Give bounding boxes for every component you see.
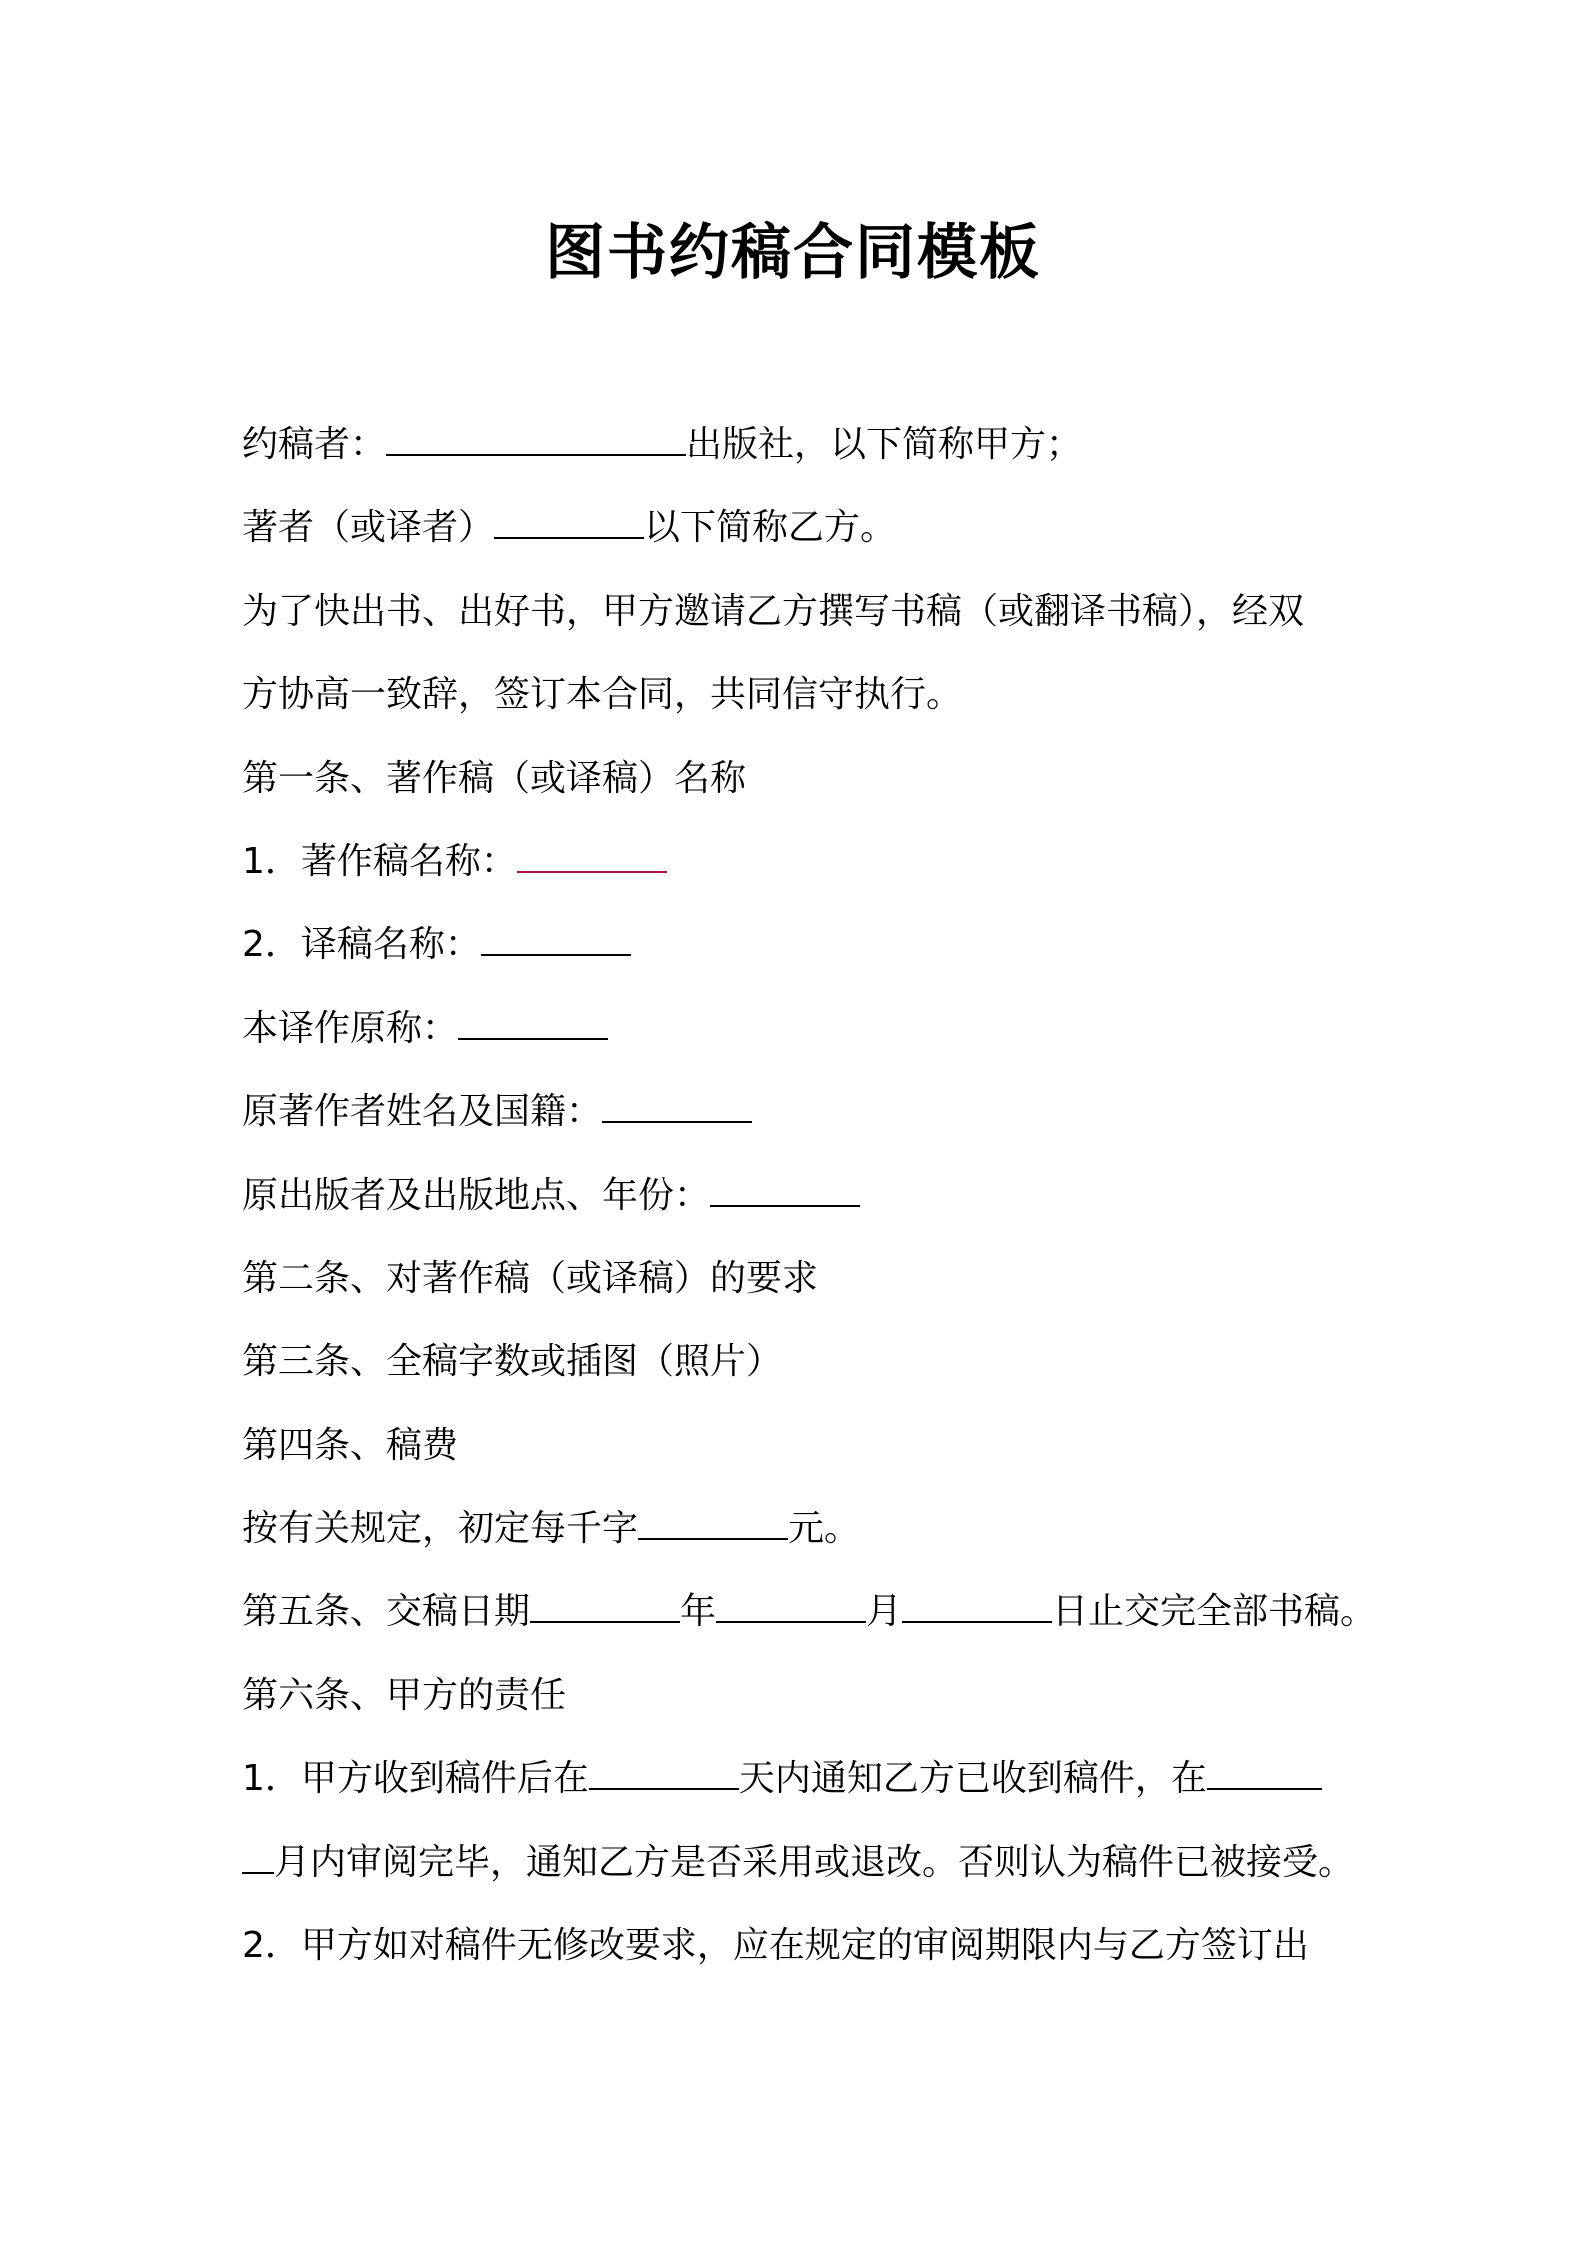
text-segment: 天内通知乙方已收到稿件，在 [738, 1758, 1207, 1800]
fill-in-blank[interactable] [902, 1593, 1052, 1623]
text-segment: 第五条、交稿日期 [242, 1591, 531, 1633]
document-body [242, 403, 1377, 1987]
fill-in-blank[interactable] [494, 509, 644, 539]
fill-in-blank[interactable] [458, 1010, 608, 1040]
fill-in-blank[interactable] [242, 1844, 274, 1874]
paragraph-line [242, 1154, 1372, 1237]
text-segment: 日止交完全部书稿。 [1052, 1591, 1377, 1633]
article-heading: 第一条、著作稿（或译稿）名称 [242, 757, 747, 799]
text-segment: 1．著作稿名称： [242, 840, 517, 882]
paragraph-line [242, 1070, 1372, 1153]
fill-in-blank[interactable] [386, 426, 686, 456]
text-segment: 出版社，以下简称甲方； [686, 424, 1083, 465]
text-segment: 按有关规定，初定每千字 [242, 1508, 639, 1550]
fill-in-blank[interactable] [602, 1093, 752, 1123]
paragraph-line [242, 403, 1372, 486]
text-segment: 元。 [788, 1508, 861, 1550]
text-segment: 1．甲方收到稿件后在 [242, 1758, 589, 1800]
text-segment: 年 [680, 1591, 717, 1633]
paragraph-line [242, 1487, 1372, 1570]
paragraph-line [242, 1737, 1372, 1820]
text-segment: 著者（或译者） [242, 507, 495, 549]
fill-in-blank[interactable] [517, 843, 667, 873]
fill-in-blank[interactable] [638, 1510, 788, 1540]
article-heading: 第四条、稿费 [242, 1424, 459, 1466]
fill-in-blank[interactable] [481, 926, 631, 956]
paragraph-line [242, 486, 1372, 569]
fill-in-blank[interactable] [716, 1593, 866, 1623]
fill-in-blank[interactable] [1207, 1760, 1322, 1790]
document-title: 图书约稿合同模板 [545, 218, 1041, 288]
article-heading: 第六条、甲方的责任 [242, 1674, 567, 1716]
text-segment: 以下简称乙方。 [644, 507, 897, 549]
paragraph-line [242, 987, 1372, 1070]
text-segment: 2．译稿名称： [242, 924, 481, 966]
text-segment: 月内审阅完毕，通知乙方是否采用或退改。否则认为稿件已被接受。 [274, 1841, 1355, 1883]
paragraph-line: 2．甲方如对稿件无修改要求，应在规定的审阅期限内与乙方签订出 [242, 1925, 1309, 1967]
paragraph-line [242, 820, 1372, 903]
text-segment: 原著作者姓名及国籍： [242, 1091, 603, 1133]
article-heading: 第二条、对著作稿（或译稿）的要求 [242, 1257, 819, 1299]
text-segment: 约稿者： [242, 424, 387, 465]
paragraph-line: 为了快出书、出好书，甲方邀请乙方撰写书稿（或翻译书稿），经双 [242, 590, 1305, 632]
text-segment: 本译作原称： [242, 1007, 459, 1049]
text-segment: 原出版者及出版地点、年份： [242, 1174, 711, 1216]
fill-in-blank[interactable] [589, 1760, 739, 1790]
paragraph-line [242, 1821, 1372, 1904]
text-segment: 月 [866, 1591, 903, 1633]
fill-in-blank[interactable] [530, 1593, 680, 1623]
paragraph-line [242, 1570, 1377, 1653]
paragraph-line [242, 903, 1372, 986]
article-heading: 第三条、全稿字数或插图（照片） [242, 1341, 783, 1383]
fill-in-blank[interactable] [710, 1177, 860, 1207]
paragraph-line: 方协高一致辞，签订本合同，共同信守执行。 [242, 674, 963, 716]
